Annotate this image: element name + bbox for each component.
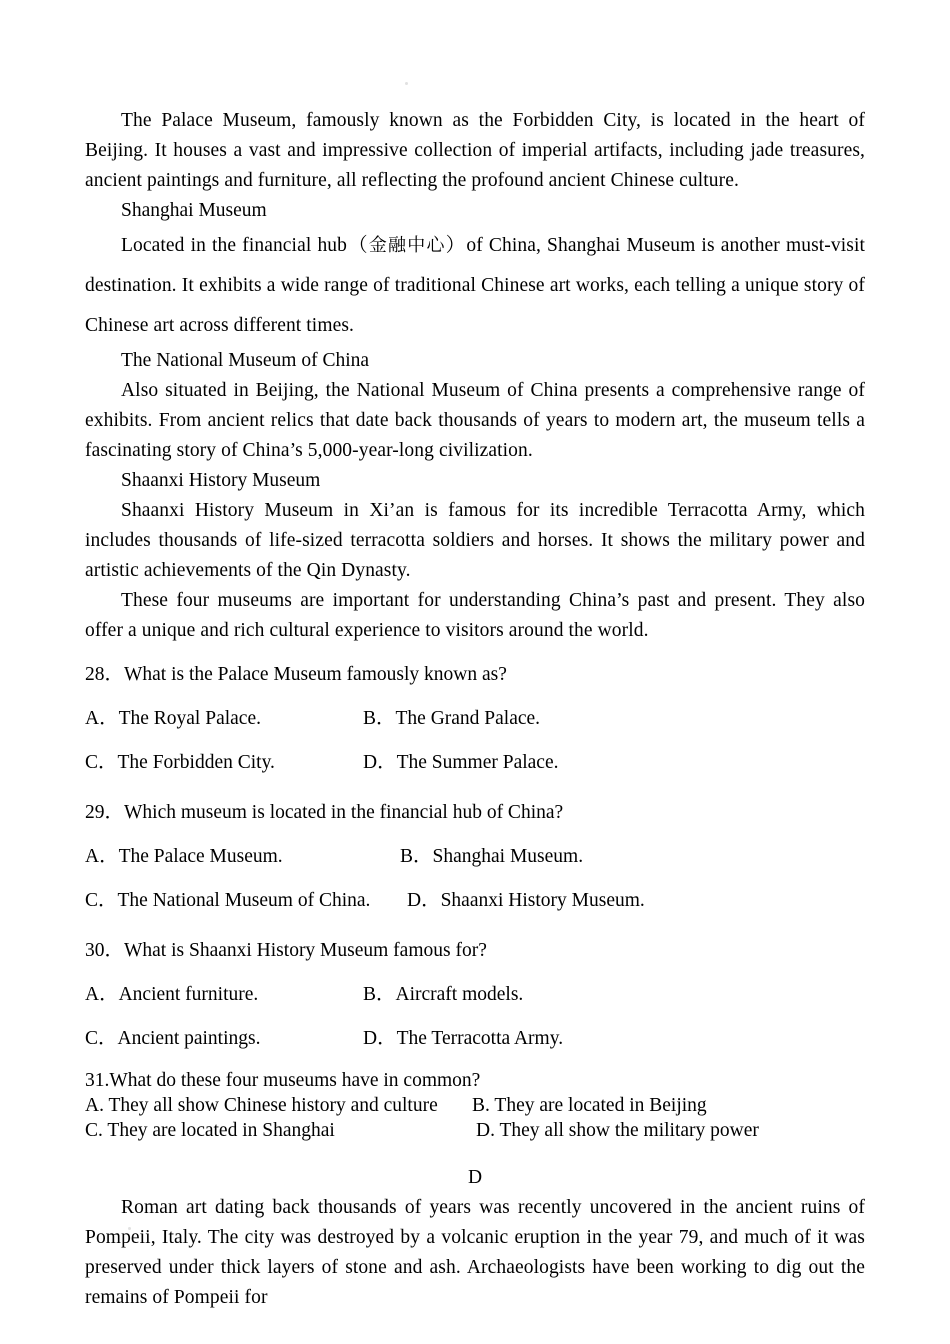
spacer: [85, 690, 865, 704]
question-31-stem: 31.What do these four museums have in common?: [85, 1070, 481, 1091]
question-31-option-a[interactable]: A. They all show Chinese history and culture: [85, 1095, 438, 1116]
question-31: [85, 1068, 865, 1143]
spacer: [85, 872, 865, 886]
question-31-options-row-2: [85, 1118, 865, 1143]
question-29-stem: 29．Which museum is located in the financial hub of China?: [85, 802, 564, 823]
spacer: [85, 646, 865, 660]
subheading-national-museum: The National Museum of China: [121, 350, 370, 371]
section-letter-d: D: [467, 1167, 483, 1188]
question-29-option-a[interactable]: A．The Palace Museum.: [85, 846, 283, 867]
passage-paragraph-shaanxi-museum: Shaanxi History Museum in Xi’an is famous for its incredible Terracotta Army, which includes thousands of life-sized terracotta soldiers and horses. It shows the military power and artistic achievements of the Qin Dynasty.: [85, 500, 865, 581]
passage-paragraph-palace-museum: The Palace Museum, famously known as the Forbidden City, is located in the heart of Beijing. It houses a vast and impressive collection of imperial artifacts, including jade treasures, ancient paintings and furniture, all reflecting the profound ancient Chinese culture.: [85, 110, 865, 191]
spacer: [85, 778, 865, 798]
question-28-option-c[interactable]: C．The Forbidden City.: [85, 752, 275, 773]
question-31-option-d[interactable]: D. They all show the military power: [476, 1120, 759, 1141]
passage-paragraph-shanghai-museum: [85, 226, 865, 346]
question-29-option-b[interactable]: B．Shanghai Museum.: [400, 846, 584, 867]
question-28-options-row-1: [85, 704, 865, 734]
question-29-options-row-1: [85, 842, 865, 872]
spacer: [85, 966, 865, 980]
question-28-option-a[interactable]: A．The Royal Palace.: [85, 708, 261, 729]
question-29-option-c[interactable]: C．The National Museum of China.: [85, 890, 371, 911]
spacer: [85, 734, 865, 748]
page-content: [85, 106, 865, 1313]
question-28-stem: 28．What is the Palace Museum famously known as?: [85, 664, 507, 685]
question-30-option-d[interactable]: D．The Terracotta Army.: [363, 1028, 564, 1049]
subheading-shaanxi-museum: Shaanxi History Museum: [121, 470, 321, 491]
question-28-options-row-2: [85, 748, 865, 778]
scan-artifact-top: [405, 82, 408, 85]
question-29: [85, 798, 865, 916]
question-31-option-b[interactable]: B. They are located in Beijing: [472, 1095, 707, 1116]
spacer: [85, 1054, 865, 1068]
question-30-options-row-2: [85, 1024, 865, 1054]
spacer: [85, 916, 865, 936]
subheading-shanghai-museum: Shanghai Museum: [121, 200, 267, 221]
question-30-option-c[interactable]: C．Ancient paintings.: [85, 1028, 261, 1049]
spacer: [85, 1143, 865, 1163]
question-30: [85, 936, 865, 1054]
shanghai-text-after-chinese: ）of China, Shanghai Museum is another must-visit destination. It exhibits a wide range of traditional Chinese art works, each telling a unique story of Chinese art across different times.: [85, 235, 865, 336]
passage-paragraph-national-museum: Also situated in Beijing, the National Museum of China presents a comprehensive range of exhibits. From ancient relics that date back thousands of years to modern art, the museum tells a fascinating story of China’s 5,000-year-long civilization.: [85, 380, 865, 461]
passage-d-paragraph-pompeii: Roman art dating back thousands of years was recently uncovered in the ancient ruins of Pompeii, Italy. The city was destroyed by a volcanic eruption in the year 79, and much of it was preserved under thick layers of stone and ash. Archaeologists have been working to dig out the remains of Pompeii for: [85, 1197, 865, 1308]
question-31-options-row-1: [85, 1093, 865, 1118]
question-30-options-row-1: [85, 980, 865, 1010]
chinese-term-financial-hub: 金融中心: [368, 235, 446, 256]
question-28: [85, 660, 865, 778]
question-30-option-a[interactable]: A．Ancient furniture.: [85, 984, 259, 1005]
question-29-option-d[interactable]: D．Shaanxi History Museum.: [407, 890, 645, 911]
question-30-stem: 30．What is Shaanxi History Museum famous for?: [85, 940, 487, 961]
spacer: [85, 828, 865, 842]
question-30-option-b[interactable]: B．Aircraft models.: [363, 984, 524, 1005]
question-31-option-c[interactable]: C. They are located in Shanghai: [85, 1120, 335, 1141]
shanghai-text-before-chinese: Located in the financial hub（: [121, 235, 369, 256]
question-28-option-d[interactable]: D．The Summer Palace.: [363, 752, 559, 773]
spacer: [85, 1010, 865, 1024]
passage-paragraph-closing: These four museums are important for understanding China’s past and present. They also offer a unique and rich cultural experience to visitors around the world.: [85, 590, 865, 641]
question-28-option-b[interactable]: B．The Grand Palace.: [363, 708, 541, 729]
question-29-options-row-2: [85, 886, 865, 916]
